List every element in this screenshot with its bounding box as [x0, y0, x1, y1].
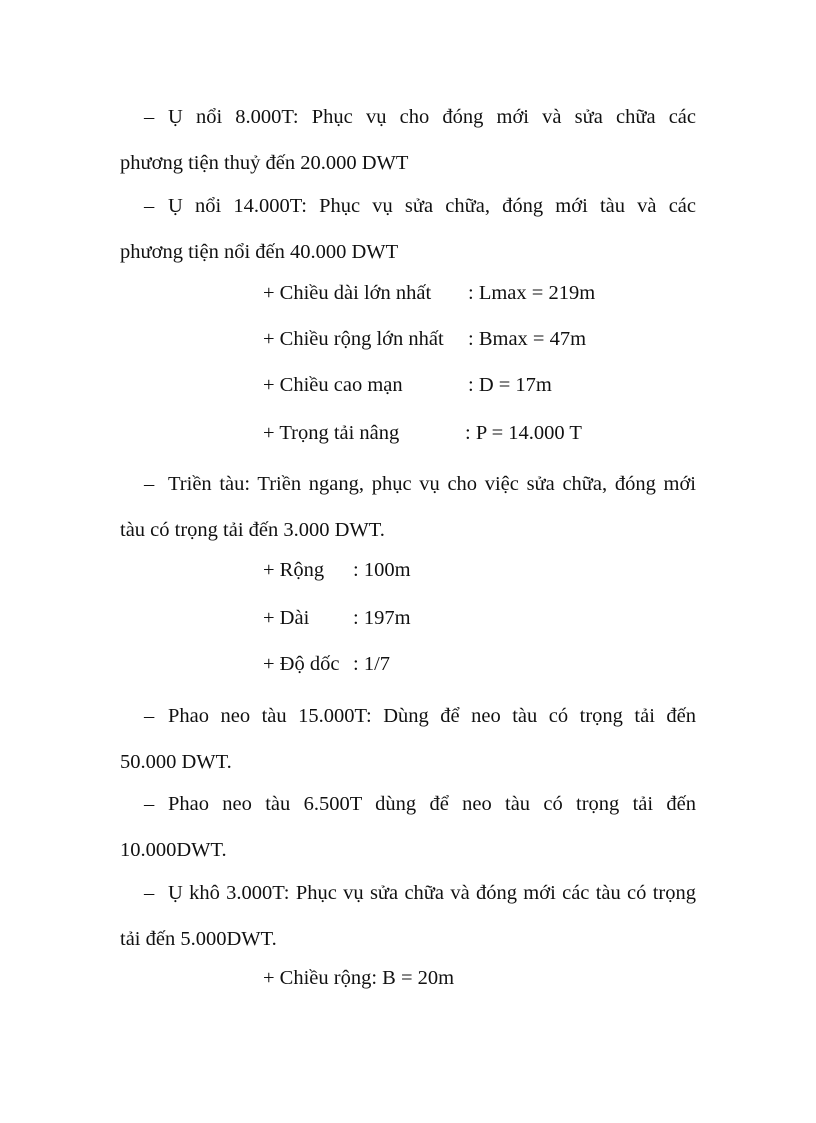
dash-bullet: –: [144, 195, 155, 217]
spec-label: + Chiều cao mạn: [263, 374, 403, 396]
paragraph-mooring-buoy-15000: [120, 693, 696, 785]
paragraph-line: phương tiện nổi đến 40.000 DWT: [120, 241, 399, 263]
paragraph-line: – Ụ nổi 8.000T: Phục vụ cho đóng mới và sửa chữa các: [120, 94, 696, 140]
paragraph-line: – Phao neo tàu 15.000T: Dùng để neo tàu có trọng tải đến: [120, 693, 696, 739]
spec-value: : P = 14.000 T: [465, 422, 582, 444]
spec-value: : Lmax = 219m: [468, 282, 596, 304]
spec-value: : Bmax = 47m: [468, 328, 587, 350]
spec-row: [263, 641, 390, 687]
spec-label: + Trọng tải nâng: [263, 422, 400, 444]
spec-label: + Chiều rộng: B = 20m: [263, 967, 455, 989]
paragraph-line: – Phao neo tàu 6.500T dùng để neo tàu có trọng tải đến: [120, 781, 696, 827]
paragraph-line: – Ụ nổi 14.000T: Phục vụ sửa chữa, đóng mới tàu và các: [120, 183, 696, 229]
spec-row: [263, 316, 586, 362]
paragraph-mooring-buoy-6500: [120, 781, 696, 873]
spec-label: + Chiều rộng lớn nhất: [263, 328, 444, 350]
paragraph-line: phương tiện thuỷ đến 20.000 DWT: [120, 152, 409, 174]
paragraph-line: 10.000DWT.: [120, 839, 227, 861]
spec-value: : 197m: [353, 607, 411, 629]
paragraph-floating-dock-8000: [120, 94, 696, 186]
paragraph-line: – Triền tàu: Triền ngang, phục vụ cho việc sửa chữa, đóng mới: [120, 461, 696, 507]
paragraph-dry-dock-3000: [120, 870, 696, 962]
paragraph-floating-dock-14000: [120, 183, 696, 275]
paragraph-line: – Ụ khô 3.000T: Phục vụ sửa chữa và đóng mới các tàu có trọng: [120, 870, 696, 916]
spec-row: [263, 595, 411, 641]
spec-row: [263, 547, 411, 593]
dash-bullet: –: [144, 106, 155, 128]
paragraph-line: tải đến 5.000DWT.: [120, 928, 277, 950]
spec-row: [263, 362, 552, 408]
dash-bullet: –: [144, 793, 155, 815]
spec-row: [263, 955, 454, 1001]
dash-bullet: –: [144, 705, 155, 727]
spec-label: + Độ dốc: [263, 653, 340, 675]
spec-label: + Rộng: [263, 559, 325, 581]
paragraph-line: 50.000 DWT.: [120, 751, 232, 773]
paragraph-slipway: [120, 461, 696, 553]
spec-label: + Chiều dài lớn nhất: [263, 282, 432, 304]
dash-bullet: –: [144, 882, 155, 904]
spec-row: [263, 410, 582, 456]
spec-row: [263, 270, 595, 316]
dash-bullet: –: [144, 473, 155, 495]
spec-value: : D = 17m: [468, 374, 552, 396]
paragraph-line: tàu có trọng tải đến 3.000 DWT.: [120, 519, 385, 541]
spec-value: : 100m: [353, 559, 411, 581]
spec-value: : 1/7: [353, 653, 391, 675]
spec-label: + Dài: [263, 607, 310, 629]
